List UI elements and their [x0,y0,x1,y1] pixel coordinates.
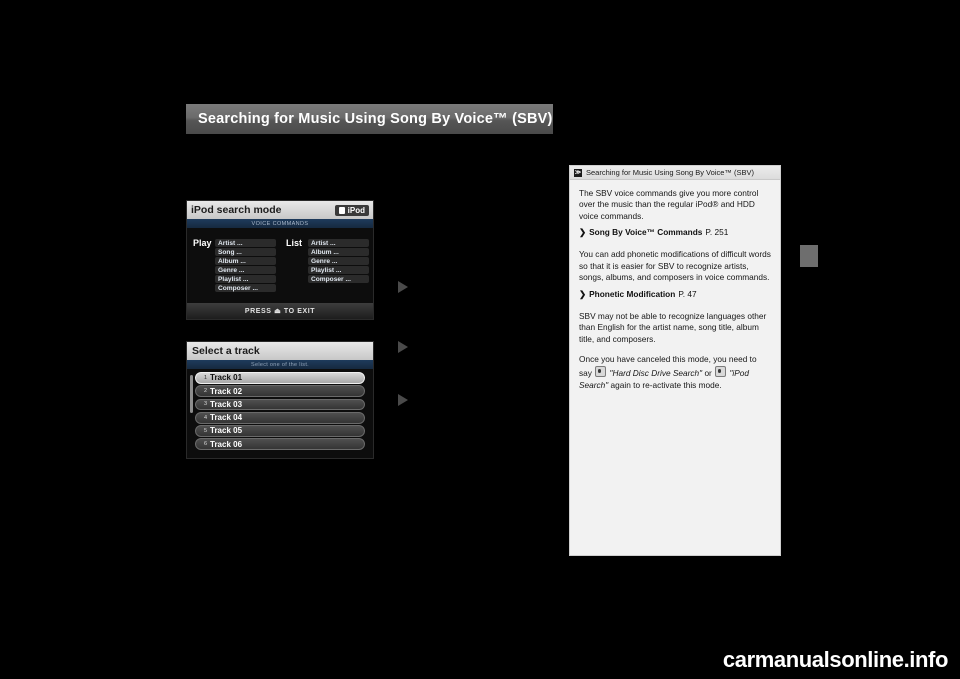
list-item-number: 5 [203,427,207,434]
list-item-number: 2 [203,388,207,395]
command-item[interactable]: Album ... [215,257,276,265]
list-item-label: Track 06 [210,439,243,449]
list-item-label: Track 01 [210,373,243,383]
list-item-number: 3 [203,401,207,408]
list-item[interactable] [195,425,365,437]
page-title: Searching for Music Using Song By Voice™ (SBV) [186,104,553,134]
reference-page: P. 47 [678,288,697,299]
command-item[interactable]: Genre ... [215,266,276,274]
list-item-number: 4 [203,414,207,421]
command-item[interactable]: Playlist ... [215,275,276,283]
step-arrow-icon [398,281,408,293]
cross-reference[interactable] [579,289,771,300]
list-item[interactable] [195,399,365,411]
step-arrow-icon [398,394,408,406]
cross-reference[interactable] [579,227,771,238]
step-arrow-icon [398,341,408,353]
list-item-label: Track 04 [210,413,243,423]
play-column-heading: Play [193,238,212,248]
voice-commands-subbar: VOICE COMMANDS [187,219,373,228]
screen-header [187,342,373,360]
voice-text-post: again to re-activate this mode. [610,379,722,390]
reference-title: Phonetic Modification [589,288,676,299]
talk-button-icon [595,366,606,377]
list-column-heading: List [286,238,303,248]
screen-title: iPod search mode [191,204,282,216]
info-paragraph-voice [579,354,771,391]
voice-text-pre: Once you have canceled this mode, you need to say [579,353,757,379]
info-panel [569,165,781,556]
command-item[interactable]: Playlist ... [308,266,369,274]
reference-chevron-icon: ❯ [579,288,587,299]
play-column [187,230,280,299]
play-command-list [215,239,276,292]
voice-command-1: "Hard Disc Drive Search" [609,368,703,379]
scrollbar[interactable] [190,375,193,413]
reference-page: P. 251 [705,227,729,238]
list-item-label: Track 02 [210,386,243,396]
list-item-label: Track 05 [210,426,243,436]
command-item[interactable]: Composer ... [308,275,369,283]
command-item[interactable]: Song ... [215,248,276,256]
command-columns [187,230,373,299]
info-panel-body [570,180,780,391]
info-paragraph: You can add phonetic modifications of difficult words so that it is easier for SBV to recognize artists, songs, albums, and composers in voice commands. [579,249,771,283]
info-panel-title: Searching for Music Using Song By Voice™ (SBV) [586,168,754,177]
reference-title: Song By Voice™ Commands [589,227,703,238]
list-item-number: 6 [203,441,207,448]
info-panel-header [570,166,780,180]
command-item[interactable]: Genre ... [308,257,369,265]
list-item-label: Track 03 [210,399,243,409]
exit-hint: PRESS ⏏ TO EXIT [187,303,373,319]
screenshot-ipod-search-mode [186,200,374,320]
info-paragraph: The SBV voice commands give you more control over the music than the regular iPod® and HDD voice commands. [579,188,759,221]
list-item[interactable] [195,372,365,384]
voice-command-2: "iPod Search" [579,368,750,390]
watermark: carmanualsonline.info [722,647,948,672]
screen-title: Select a track [192,345,260,357]
screenshot-select-a-track [186,341,374,459]
list-command-list [308,239,369,283]
command-item[interactable]: Artist ... [308,239,369,247]
track-list [195,372,365,450]
list-item[interactable] [195,412,365,424]
page-edge-tab [800,245,818,267]
list-column [280,230,373,299]
ipod-icon [339,207,345,214]
reference-chevron-icon: ❯ [579,227,587,238]
note-marker-icon: ≫ [574,169,582,176]
command-item[interactable]: Composer ... [215,284,276,292]
ipod-badge-label: iPod [347,205,365,215]
select-hint-subbar: Select one of the list. [187,360,373,369]
list-item[interactable] [195,385,365,397]
command-item[interactable]: Album ... [308,248,369,256]
list-item-number: 1 [203,374,207,381]
talk-button-icon [715,366,726,377]
info-paragraph: SBV may not be able to recognize languages other than English for the artist name, song title, album title, and composers. [579,310,767,344]
command-item[interactable]: Artist ... [215,239,276,247]
voice-text-mid: or [704,368,712,379]
list-item[interactable] [195,438,365,450]
ipod-badge [335,205,369,216]
screen-header [187,201,373,219]
